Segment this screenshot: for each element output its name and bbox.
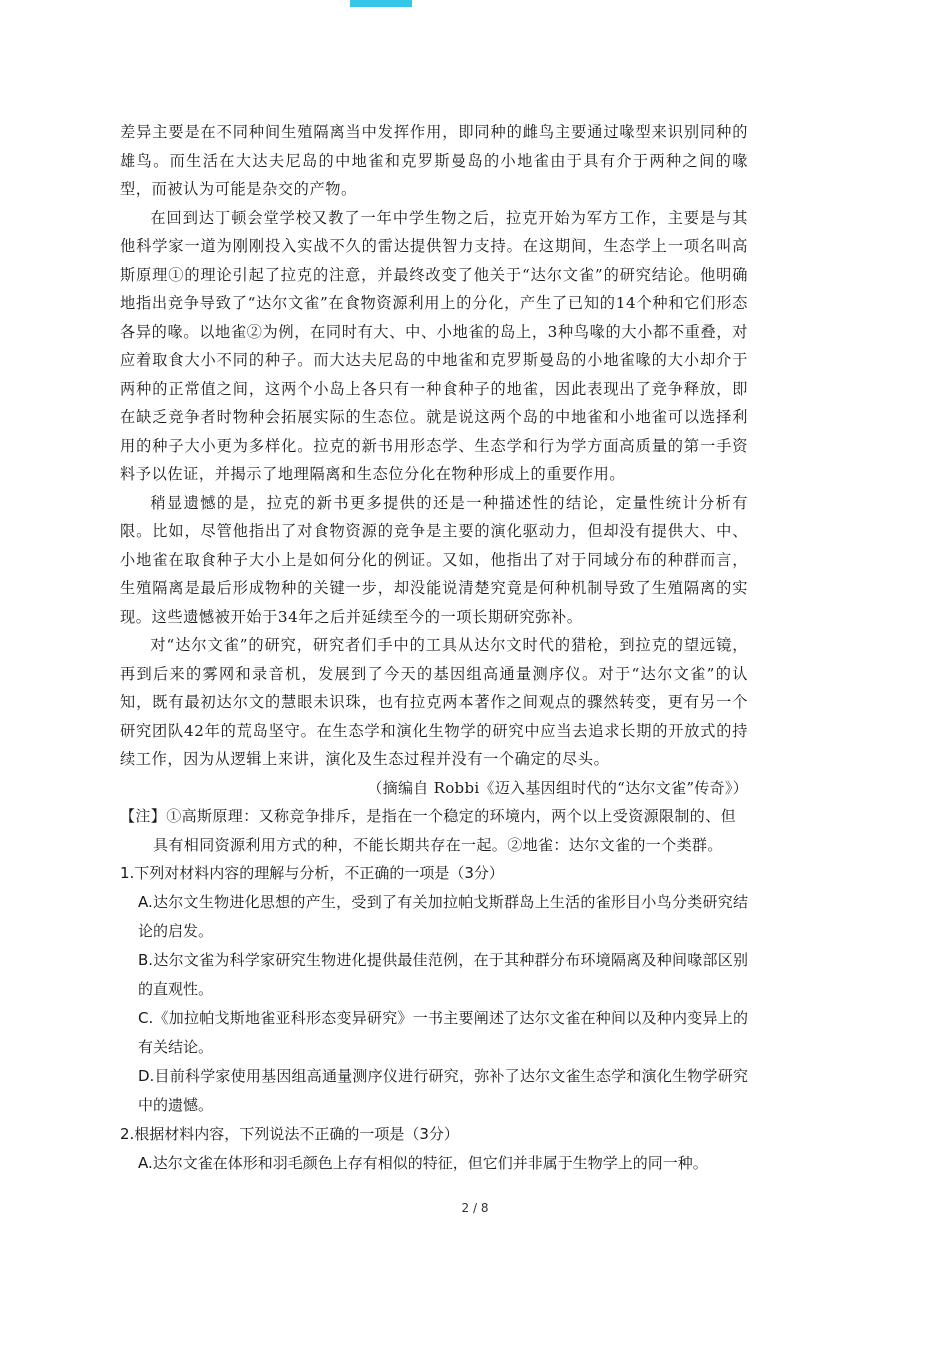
document-body [120,118,748,1178]
question-2-option-a: A.达尔文雀在体形和羽毛颜色上存有相似的特征，但它们并非属于生物学上的同一种。 [138,1154,708,1172]
passage-paragraph-3: 稍显遗憾的是，拉克的新书更多提供的还是一种描述性的结论，定量性统计分析有限。比如，尽管他指出了对食物资源的竞争是主要的演化驱动力，但却没有提供大、中、小地雀在取食种子大小上是如何分化的例证。又如，他指出了对于同域分布的种群而言，生殖隔离是最后形成物种的关键一步，却没能说清楚究竟是何种机制导致了生殖隔离的实现。这些遗憾被开始于34年之后并延续至今的一项长期研究弥补。 [120,493,748,626]
passage-paragraph-1: 差异主要是在不同种间生殖隔离当中发挥作用，即同种的雌鸟主要通过喙型来识别同种的雄鸟。而生活在大达夫尼岛的中地雀和克罗斯曼岛的小地雀由于具有介于两种之间的喙型，而被认为可能是杂交的产物。 [120,123,748,198]
top-color-mark [350,0,412,7]
question-1-option-d: D.目前科学家使用基因组高通量测序仪进行研究，弥补了达尔文雀生态学和演化生物学研究中的遗憾。 [138,1067,748,1114]
passage-source: （摘编自 Robbi《迈入基因组时代的“达尔文雀”传奇》） [367,778,748,797]
question-1-option-c: C.《加拉帕戈斯地雀亚科形态变异研究》一书主要阐述了达尔文雀在种间以及种内变异上的有关结论。 [138,1009,748,1056]
passage-paragraph-2: 在回到达丁顿会堂学校又教了一年中学生物之后，拉克开始为军方工作，主要是与其他科学家一道为刚刚投入实战不久的雷达提供智力支持。在这期间，生态学上一项名叫高斯原理①的理论引起了拉克的注意，并最终改变了他关于“达尔文雀”的研究结论。他明确地指出竞争导致了“达尔文雀”在食物资源利用上的分化，产生了已知的14个种和它们形态各异的喙。以地雀②为例，在同时有大、中、小地雀的岛上，3种鸟喙的大小都不重叠，对应着取食大小不同的种子。而大达夫尼岛的中地雀和克罗斯曼岛的小地雀喙的大小却介于两种的正常值之间，这两个小岛上各只有一种食种子的地雀，因此表现出了竞争释放，即在缺乏竞争者时物种会拓展实际的生态位。就是说这两个岛的中地雀和小地雀可以选择利用的种子大小更为多样化。拉克的新书用形态学、生态学和行为学方面高质量的第一手资料予以佐证，并揭示了地理隔离和生态位分化在物种形成上的重要作用。 [120,208,748,483]
page-number: 2 / 8 [461,1201,489,1215]
note-line-2: 具有相同资源利用方式的种，不能长期共存在一起。②地雀：达尔文雀的一个类群。 [153,835,723,854]
passage-paragraph-4: 对“达尔文雀”的研究，研究者们手中的工具从达尔文时代的猎枪，到拉克的望远镜，再到后来的雾网和录音机，发展到了今天的基因组高通量测序仪。对于“达尔文雀”的认知，既有最初达尔文的慧眼未识珠，也有拉克两本著作之间观点的骤然转变，更有另一个研究团队42年的荒岛坚守。在生态学和演化生物学的研究中应当去追求长期的开放式的持续工作，因为从逻辑上来讲，演化及生态过程并没有一个确定的尽头。 [120,636,748,768]
question-2-stem: 2.根据材料内容，下列说法不正确的一项是（3分） [120,1125,459,1143]
question-1-option-b: B.达尔文雀为科学家研究生物进化提供最佳范例，在于其种群分布环境隔离及种间喙部区别的直观性。 [138,951,748,998]
note-line-1: 【注】①高斯原理：又称竞争排斥，是指在一个稳定的环境内，两个以上受资源限制的、但 [120,807,737,825]
question-1-stem: 1.下列对材料内容的理解与分析，不正确的一项是（3分） [120,864,504,882]
question-1-option-a: A.达尔文生物进化思想的产生，受到了有关加拉帕戈斯群岛上生活的雀形目小鸟分类研究结论的启发。 [138,893,748,940]
